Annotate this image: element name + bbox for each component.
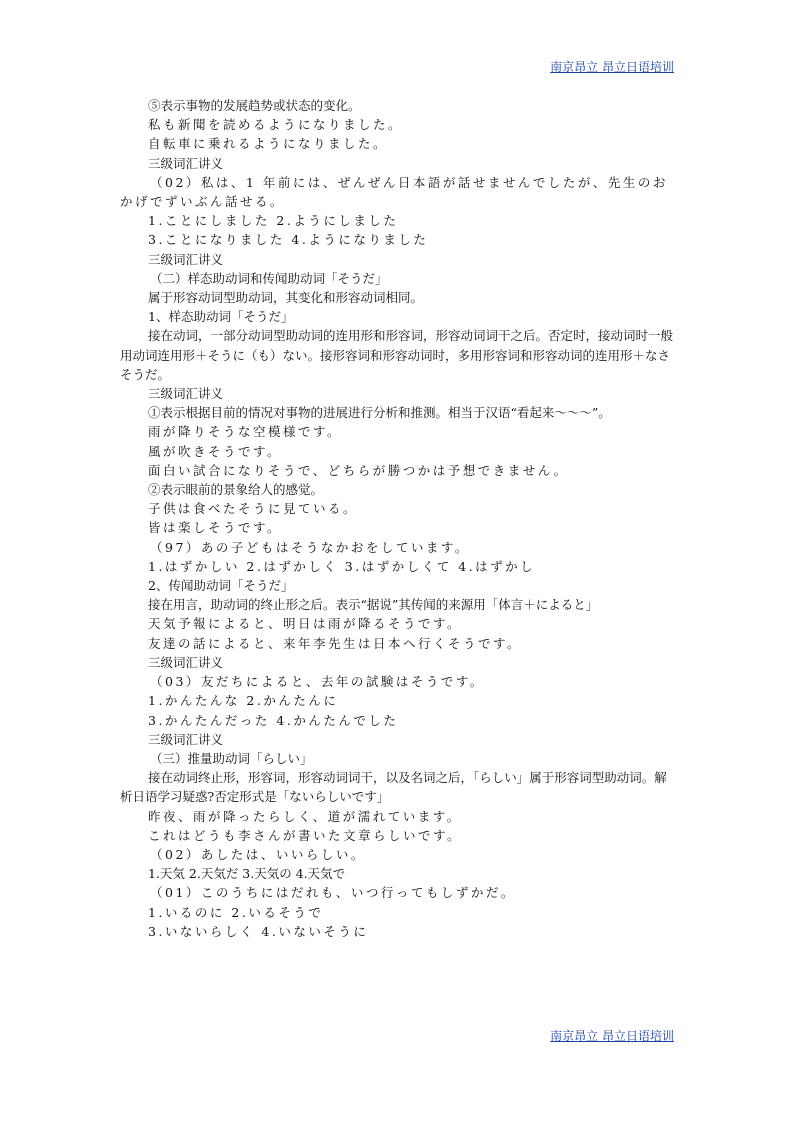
- answer-options: 3.いないらしく 4.いないそうに: [148, 923, 369, 939]
- subsection-heading: （三）推量助动词「らしい」: [150, 750, 313, 766]
- example-sentence: 風が吹きそうです。: [148, 443, 283, 459]
- text-paragraph: 接在动词，一部分动词型助动词的连用形和形容词，形容动词词干之后。否定时，接动词时一般用动词连用形＋そうに（も）ない。接形容词和形容动词时，多用形容词和形容动词的连用形＋なさそうだ。: [120, 328, 674, 382]
- section-heading: 三级词汇讲义: [148, 251, 224, 267]
- example-sentence: 昨夜、雨が降ったらしく、道が濡れています。: [148, 808, 462, 824]
- answer-options: 1.ことにしました 2.ようにしました: [148, 213, 399, 229]
- answer-options: 1.はずかしい 2.はずかしく 3.はずかしくて 4.はずかし: [148, 558, 536, 574]
- section-heading: 三级词汇讲义: [148, 731, 224, 747]
- document-body: [120, 96, 676, 941]
- example-sentence: 皆は楽しそうです。: [148, 520, 283, 536]
- section-heading: 三级词汇讲义: [148, 386, 224, 402]
- section-heading: 三级词汇讲义: [148, 155, 224, 171]
- question-text: （97）あの子どもはそうなかおをしています。: [150, 539, 470, 555]
- example-sentence: 面白い試合になりそうで、どちらが勝つかは予想できません。: [148, 462, 569, 478]
- answer-options: 3.かんたんだった 4.かんたんでした: [148, 712, 399, 728]
- header-link[interactable]: 南京昂立 昂立日语培训: [550, 60, 674, 74]
- example-sentence: これはどうも李さんが書いた文章らしいです。: [148, 827, 463, 843]
- text-line: 接在用言，助动词的终止形之后。表示“据说”其传闻的来源用「体言＋によると」: [148, 597, 599, 613]
- text-line: ①表示根据目前的情况对事物的进展进行分析和推测。相当于汉语“看起来～～～”。: [148, 405, 611, 421]
- answer-options: 1.いるのに 2.いるそうで: [148, 904, 324, 920]
- subsection-heading: （二）样态助动词和传闻助动词「そうだ」: [150, 270, 388, 286]
- subsection-heading: 1、样态助动词「そうだ」: [148, 309, 294, 325]
- answer-options: 1.かんたんな 2.かんたんに: [148, 693, 339, 709]
- subsection-heading: 2、传闻助动词「そうだ」: [148, 578, 294, 594]
- question-text: （03）友だちによると、去年の試験はそうです。: [150, 674, 485, 690]
- text-line: 自転車に乗れるようになりました。: [148, 136, 389, 152]
- text-line: ⑤表示事物的发展趋势或状态的变化。: [148, 98, 361, 113]
- example-sentence: 友達の話によると、来年李先生は日本へ行くそうです。: [148, 635, 523, 651]
- text-line: 私も新聞を読めるようになりました。: [148, 117, 404, 133]
- example-sentence: 雨が降りそうな空模様です。: [148, 424, 343, 440]
- text-paragraph: 接在动词终止形，形容词，形容动词词干，以及名词之后，「らしい」属于形容词型助动词。解析日语学习疑惑?否定形式是「ないらしいです」: [120, 770, 667, 805]
- section-heading: 三级词汇讲义: [148, 654, 224, 670]
- text-line: 属于形容动词型助动词，其变化和形容动词相同。: [148, 290, 424, 306]
- example-sentence: 天気予報によると、明日は雨が降るそうです。: [148, 616, 463, 632]
- answer-options: 1.天気 2.天気だ 3.天気の 4.天気で: [148, 866, 346, 882]
- text-line: ②表示眼前的景象给人的感觉。: [148, 482, 324, 498]
- question-text: （02）私は、1 年前には、ぜんぜん日本語が話せませんでしたが、先生のおかげでずいぶん話せる。: [120, 174, 668, 210]
- answer-options: 3.ことになりました 4.ようになりました: [148, 232, 429, 248]
- question-text: （01）このうちにはだれも、いつ行ってもしずかだ。: [150, 885, 516, 901]
- question-text: （02）あしたは、いいらしい。: [150, 846, 366, 862]
- example-sentence: 子供は食べたそうに見ている。: [148, 501, 359, 517]
- footer-link[interactable]: 南京昂立 昂立日语培训: [550, 1029, 674, 1043]
